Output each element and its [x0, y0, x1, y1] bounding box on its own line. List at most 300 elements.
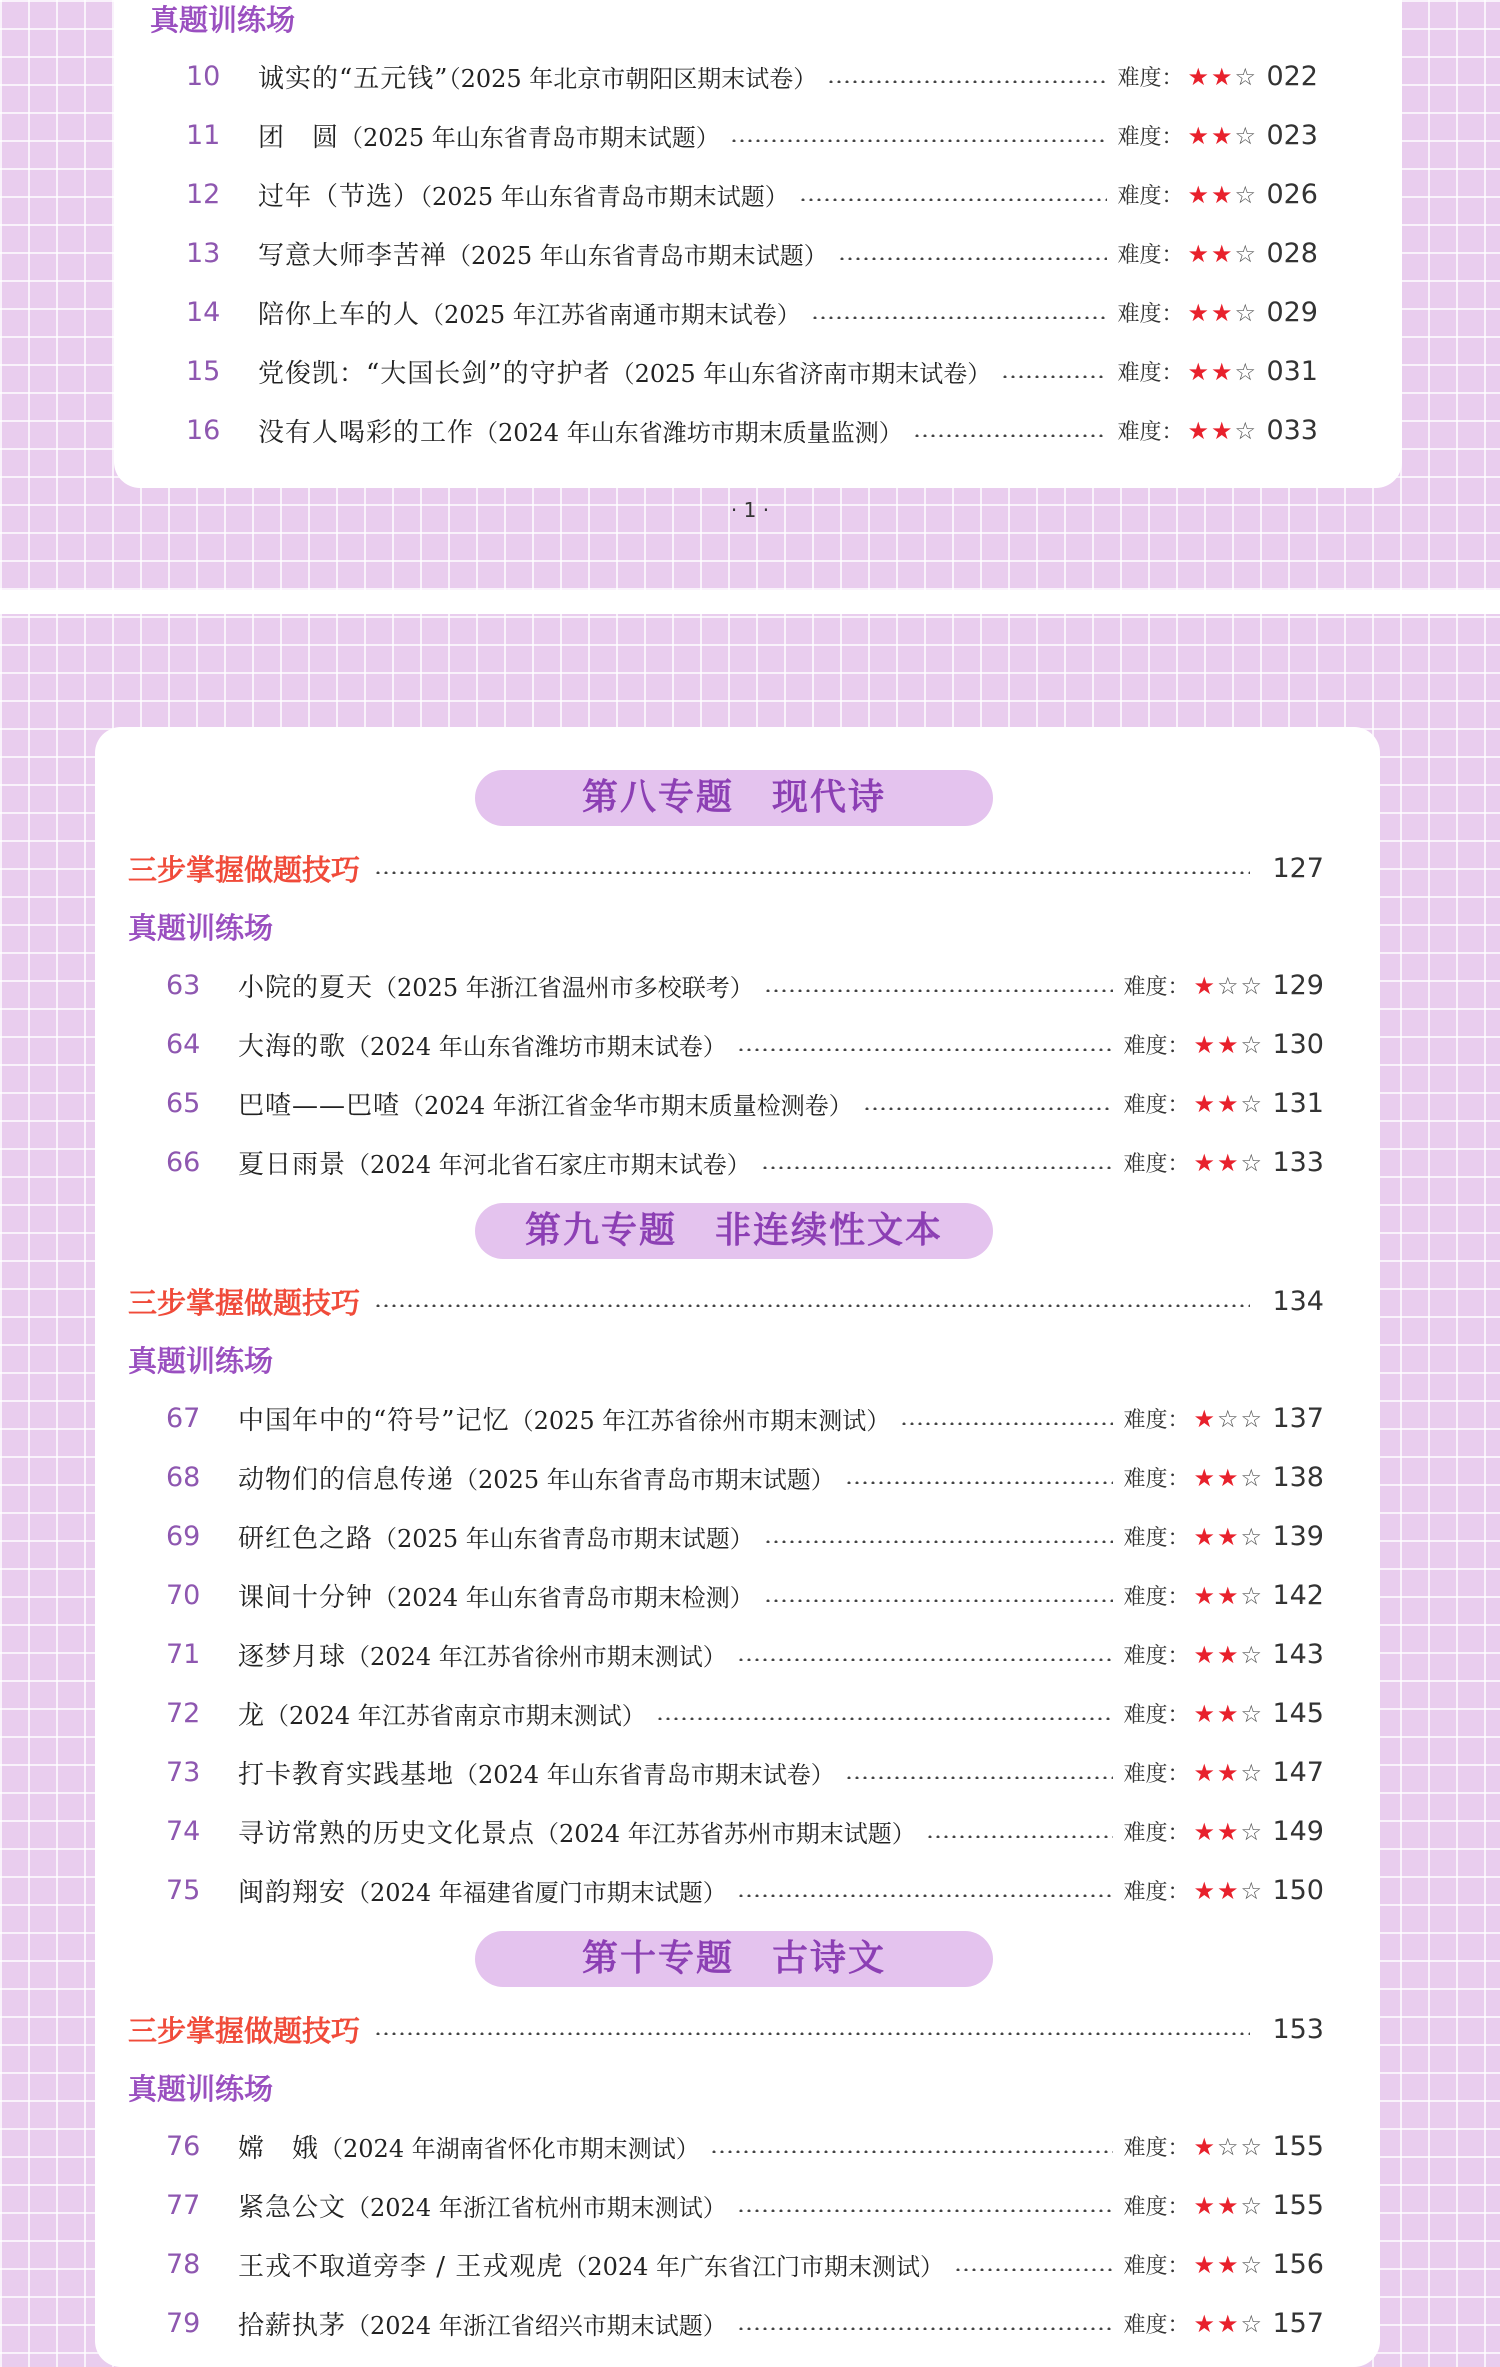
star-empty-icon: ☆: [1240, 1876, 1264, 1905]
entry-number: 77: [166, 2190, 201, 2221]
entry-number: 69: [166, 1521, 201, 1552]
star-empty-icon: ☆: [1240, 971, 1264, 1000]
entry-number: 63: [166, 970, 201, 1001]
entry-number: 65: [166, 1088, 201, 1119]
difficulty-label: 难度：: [1123, 1821, 1190, 1846]
difficulty-label: 难度：: [1123, 1467, 1190, 1492]
toc-entry[interactable]: [166, 1566, 1324, 1625]
dot-leader: [764, 989, 1114, 992]
difficulty-stars: [1193, 1700, 1264, 1728]
entry-title-text: 党俊凯：“大国长剑”的守护者: [258, 359, 611, 389]
entry-title: [238, 2246, 944, 2283]
star-filled-icon: ★: [1210, 239, 1235, 268]
technique-heading-9[interactable]: [128, 1276, 1324, 1326]
difficulty-label: 难度：: [1123, 1152, 1190, 1177]
technique-page: 153: [1272, 2013, 1324, 2045]
entry-page: 129: [1272, 970, 1324, 1001]
entry-title: [258, 58, 817, 95]
entry-number: 73: [166, 1757, 201, 1788]
difficulty-stars: [1187, 299, 1258, 327]
entry-source: （2024 年河北省石家庄市期末试卷）: [346, 1151, 751, 1179]
dot-leader: [656, 1717, 1114, 1720]
star-empty-icon: ☆: [1240, 1581, 1264, 1610]
entry-number: 16: [186, 415, 221, 446]
entry-source: （2025 年山东省青岛市期末试题）: [339, 124, 720, 152]
entry-page: 026: [1266, 179, 1318, 210]
star-empty-icon: ☆: [1240, 1148, 1264, 1177]
star-filled-icon: ★: [1210, 357, 1235, 386]
dot-leader: [374, 1304, 1250, 1307]
difficulty-stars: [1193, 1031, 1264, 1059]
dot-leader: [827, 80, 1107, 83]
toc-entry[interactable]: [166, 2176, 1324, 2235]
entry-source: （2025 年山东省济南市期末试卷）: [610, 360, 992, 388]
star-filled-icon: ★: [1193, 1758, 1217, 1787]
entry-title-text: 写意大师李苦禅: [258, 241, 448, 271]
entry-source: （2024 年山东省青岛市期末检测）: [373, 1584, 754, 1612]
entry-title: [238, 1459, 835, 1496]
entry-page: 033: [1266, 415, 1318, 446]
toc-entry[interactable]: [166, 1389, 1324, 1448]
star-empty-icon: ☆: [1240, 1522, 1264, 1551]
entry-page: 131: [1272, 1088, 1324, 1119]
page-number: · 1 ·: [730, 498, 770, 522]
star-empty-icon: ☆: [1216, 1404, 1241, 1433]
difficulty-label: 难度：: [1117, 125, 1184, 150]
star-filled-icon: ★: [1193, 1463, 1217, 1492]
dot-leader: [799, 198, 1108, 201]
entry-page: 145: [1272, 1698, 1324, 1729]
difficulty-stars: [1193, 1818, 1264, 1846]
star-filled-icon: ★: [1187, 416, 1211, 445]
dot-leader: [764, 1540, 1114, 1543]
entry-number: 14: [186, 297, 221, 328]
star-filled-icon: ★: [1187, 180, 1211, 209]
difficulty-label: 难度：: [1123, 1408, 1190, 1433]
dot-leader: [845, 1776, 1114, 1779]
star-filled-icon: ★: [1193, 2132, 1217, 2161]
difficulty-label: 难度：: [1117, 420, 1184, 445]
star-empty-icon: ☆: [1234, 121, 1258, 150]
entry-title: [238, 2187, 727, 2224]
entry-title-text: 龙: [238, 1701, 266, 1731]
entry-title-text: 诚实的“五元钱”: [258, 64, 449, 94]
star-filled-icon: ★: [1193, 1404, 1217, 1433]
difficulty-label: 难度：: [1117, 361, 1184, 386]
dot-leader: [730, 139, 1108, 142]
entry-title: [238, 1636, 727, 1673]
entry-page: 155: [1272, 2190, 1324, 2221]
dot-leader: [838, 257, 1108, 260]
difficulty-stars: [1193, 2251, 1264, 2279]
difficulty-stars: [1193, 1464, 1264, 1492]
difficulty-label: 难度：: [1123, 1093, 1190, 1118]
star-filled-icon: ★: [1216, 1640, 1241, 1669]
star-empty-icon: ☆: [1240, 1817, 1264, 1846]
difficulty-label: 难度：: [1123, 1526, 1190, 1551]
entry-title-text: 巴喳——巴喳: [238, 1091, 401, 1121]
entry-source: （2024 年湖南省怀化市期末测试）: [319, 2135, 700, 2163]
difficulty-label: 难度：: [1123, 2254, 1190, 2279]
entry-source: （2025 年江苏省南通市期末试卷）: [420, 301, 801, 329]
entry-page: 022: [1266, 61, 1318, 92]
difficulty-stars: [1193, 1149, 1264, 1177]
entry-title-text: 嫦 娥: [238, 2134, 320, 2164]
entry-title-text: 小院的夏天: [238, 973, 374, 1003]
difficulty-stars: [1187, 358, 1258, 386]
entry-title-text: 拾薪执茅: [238, 2311, 347, 2341]
entry-source: （2025 年山东省青岛市期末试题）: [373, 1525, 754, 1553]
entry-title: [238, 2128, 700, 2165]
star-empty-icon: ☆: [1240, 2191, 1264, 2220]
star-filled-icon: ★: [1193, 1699, 1217, 1728]
entry-source: （2025 年江苏省徐州市期末测试）: [509, 1407, 891, 1435]
dot-leader: [710, 2150, 1114, 2153]
star-empty-icon: ☆: [1240, 2132, 1264, 2161]
toc-entry[interactable]: [186, 165, 1318, 224]
entry-number: 15: [186, 356, 221, 387]
star-empty-icon: ☆: [1216, 2132, 1241, 2161]
difficulty-label: 难度：: [1117, 184, 1184, 209]
star-filled-icon: ★: [1187, 239, 1211, 268]
entry-title-text: 没有人喝彩的工作: [258, 418, 475, 448]
star-filled-icon: ★: [1216, 1817, 1241, 1846]
toc-entry[interactable]: [186, 401, 1318, 460]
star-empty-icon: ☆: [1216, 971, 1241, 1000]
star-empty-icon: ☆: [1240, 1463, 1264, 1492]
star-filled-icon: ★: [1193, 1089, 1217, 1118]
entry-title-text: 动物们的信息传递: [238, 1465, 455, 1495]
entry-source: （2025 年山东省青岛市期末试题）: [447, 242, 828, 270]
dot-leader: [1001, 375, 1107, 378]
star-filled-icon: ★: [1193, 2250, 1217, 2279]
difficulty-stars: [1193, 1641, 1264, 1669]
entry-number: 71: [166, 1639, 201, 1670]
star-filled-icon: ★: [1216, 1148, 1241, 1177]
entry-page: 130: [1272, 1029, 1324, 1060]
star-filled-icon: ★: [1216, 1581, 1241, 1610]
difficulty-stars: [1187, 240, 1258, 268]
star-filled-icon: ★: [1193, 2191, 1217, 2220]
difficulty-label: 难度：: [1123, 2313, 1190, 2338]
entry-page: 147: [1272, 1757, 1324, 1788]
entry-number: 68: [166, 1462, 201, 1493]
star-filled-icon: ★: [1193, 2309, 1217, 2338]
section-banner-9: 第九专题 非连续性文本: [475, 1203, 993, 1259]
entry-source: （2024 年山东省潍坊市期末试卷）: [346, 1033, 727, 1061]
difficulty-label: 难度：: [1117, 243, 1184, 268]
difficulty-label: 难度：: [1123, 975, 1190, 1000]
entry-title: [238, 1026, 727, 1063]
entry-title: [238, 2305, 727, 2342]
entry-title-text: 中国年中的“符号”记忆: [238, 1406, 510, 1436]
toc-entry[interactable]: [166, 1015, 1324, 1074]
entry-source: （2025 年山东省青岛市期末试题）: [454, 1466, 835, 1494]
dot-leader: [811, 316, 1108, 319]
technique-page: 127: [1272, 852, 1324, 884]
star-empty-icon: ☆: [1234, 357, 1258, 386]
star-filled-icon: ★: [1187, 62, 1211, 91]
difficulty-label: 难度：: [1117, 66, 1184, 91]
dot-leader: [737, 1894, 1114, 1897]
entry-title: [238, 1400, 890, 1437]
difficulty-stars: [1193, 2192, 1264, 2220]
entry-title: [238, 1695, 646, 1732]
entry-source: （2025 年浙江省温州市多校联考）: [373, 974, 754, 1002]
star-empty-icon: ☆: [1240, 1640, 1264, 1669]
toc-entry[interactable]: [166, 2294, 1324, 2353]
star-filled-icon: ★: [1193, 1876, 1217, 1905]
entry-source: （2024 年江苏省苏州市期末试题）: [535, 1820, 916, 1848]
entry-number: 74: [166, 1816, 201, 1847]
star-empty-icon: ☆: [1240, 2309, 1264, 2338]
difficulty-label: 难度：: [1123, 1703, 1190, 1728]
star-filled-icon: ★: [1216, 2309, 1241, 2338]
star-filled-icon: ★: [1216, 1030, 1241, 1059]
entry-number: 75: [166, 1875, 201, 1906]
entry-number: 67: [166, 1403, 201, 1434]
star-empty-icon: ☆: [1240, 1089, 1264, 1118]
entry-source: （2024 年福建省厦门市期末试题）: [346, 1879, 727, 1907]
toc-entry[interactable]: [186, 47, 1318, 106]
entry-page: 139: [1272, 1521, 1324, 1552]
entry-number: 13: [186, 238, 221, 269]
difficulty-label: 难度：: [1123, 1880, 1190, 1905]
entry-source: （2024 年山东省潍坊市期末质量监测）: [474, 419, 903, 447]
entry-title-text: 闽韵翔安: [238, 1878, 347, 1908]
entry-source: （2025 年北京市朝阳区期末试卷）: [448, 65, 818, 93]
entry-number: 10: [186, 61, 221, 92]
toc-entry[interactable]: [166, 956, 1324, 1015]
toc-entry[interactable]: [166, 1133, 1324, 1192]
difficulty-label: 难度：: [1123, 1034, 1190, 1059]
star-filled-icon: ★: [1216, 1758, 1241, 1787]
star-filled-icon: ★: [1187, 298, 1211, 327]
star-empty-icon: ☆: [1240, 1758, 1264, 1787]
dot-leader: [913, 434, 1108, 437]
entry-source: （2024 年广东省江门市期末测试）: [563, 2253, 945, 2281]
star-filled-icon: ★: [1216, 2250, 1241, 2279]
entry-title: [238, 1577, 754, 1614]
star-filled-icon: ★: [1216, 1876, 1241, 1905]
entry-source: （2024 年浙江省杭州市期末测试）: [346, 2194, 727, 2222]
star-filled-icon: ★: [1216, 1463, 1241, 1492]
star-filled-icon: ★: [1193, 1817, 1217, 1846]
difficulty-stars: [1193, 1090, 1264, 1118]
star-empty-icon: ☆: [1234, 298, 1258, 327]
toc-entry[interactable]: [166, 1684, 1324, 1743]
dot-leader: [374, 2032, 1250, 2035]
technique-heading-10[interactable]: [128, 2004, 1324, 2054]
entry-number: 12: [186, 179, 221, 210]
dot-leader: [737, 1048, 1114, 1051]
entry-number: 66: [166, 1147, 201, 1178]
entry-title: [258, 294, 801, 331]
entry-title: [258, 176, 789, 213]
star-filled-icon: ★: [1210, 121, 1235, 150]
entry-page: 029: [1266, 297, 1318, 328]
entry-title-text: 打卡教育实践基地: [238, 1760, 455, 1790]
page-gap: [0, 590, 1500, 614]
star-filled-icon: ★: [1210, 180, 1235, 209]
toc-entry[interactable]: [166, 1625, 1324, 1684]
toc-entry[interactable]: [186, 106, 1318, 165]
star-filled-icon: ★: [1193, 971, 1217, 1000]
entry-title-text: 紧急公文: [238, 2193, 347, 2223]
entry-source: （2024 年山东省青岛市期末试卷）: [454, 1761, 835, 1789]
star-filled-icon: ★: [1193, 1030, 1217, 1059]
difficulty-stars: [1187, 181, 1258, 209]
entry-page: 028: [1266, 238, 1318, 269]
entry-number: 70: [166, 1580, 201, 1611]
star-filled-icon: ★: [1216, 1089, 1241, 1118]
entry-title: [258, 412, 903, 449]
entry-page: 157: [1272, 2308, 1324, 2339]
entry-title-text: 逐梦月球: [238, 1642, 347, 1672]
entry-page: 155: [1272, 2131, 1324, 2162]
entry-title: [238, 1518, 754, 1555]
entry-page: 143: [1272, 1639, 1324, 1670]
star-filled-icon: ★: [1216, 1522, 1241, 1551]
entry-source: （2025 年山东省青岛市期末试题）: [420, 183, 789, 211]
star-empty-icon: ☆: [1240, 1030, 1264, 1059]
entry-title-text: 大海的歌: [238, 1032, 347, 1062]
training-label-8: 真题训练场: [128, 911, 274, 945]
star-filled-icon: ★: [1187, 121, 1211, 150]
difficulty-label: 难度：: [1117, 302, 1184, 327]
entry-title-text: 夏日雨景: [238, 1150, 347, 1180]
star-empty-icon: ☆: [1234, 180, 1258, 209]
star-empty-icon: ☆: [1240, 1404, 1264, 1433]
star-filled-icon: ★: [1193, 1148, 1217, 1177]
star-filled-icon: ★: [1193, 1581, 1217, 1610]
toc-entry[interactable]: [166, 1507, 1324, 1566]
technique-label: 三步掌握做题技巧: [128, 2013, 361, 2048]
entry-title-text: 陪你上车的人: [258, 300, 421, 330]
toc-entry[interactable]: [166, 1802, 1324, 1861]
section-banner-10: 第十专题 古诗文: [475, 1931, 993, 1987]
entry-source: （2024 年浙江省绍兴市期末试题）: [346, 2312, 727, 2340]
dot-leader: [737, 2209, 1114, 2212]
entry-page: 137: [1272, 1403, 1324, 1434]
star-filled-icon: ★: [1210, 416, 1235, 445]
star-filled-icon: ★: [1216, 1699, 1241, 1728]
difficulty-stars: [1193, 2310, 1264, 2338]
toc-entry[interactable]: [186, 283, 1318, 342]
entry-number: 72: [166, 1698, 201, 1729]
dot-leader: [374, 871, 1250, 874]
technique-heading-8[interactable]: [128, 843, 1324, 893]
star-empty-icon: ☆: [1240, 2250, 1264, 2279]
entry-title: [238, 1085, 853, 1122]
entry-number: 79: [166, 2308, 201, 2339]
toc-entry[interactable]: [186, 224, 1318, 283]
entry-source: （2024 年江苏省徐州市期末测试）: [346, 1643, 727, 1671]
dot-leader: [764, 1599, 1114, 1602]
toc-entry[interactable]: [166, 2235, 1324, 2294]
difficulty-stars: [1193, 1877, 1264, 1905]
star-filled-icon: ★: [1193, 1640, 1217, 1669]
entry-page: 142: [1272, 1580, 1324, 1611]
entry-title: [238, 1813, 916, 1850]
entry-title: [258, 235, 828, 272]
toc-entry[interactable]: [166, 1448, 1324, 1507]
training-label-page1: 真题训练场: [150, 3, 296, 37]
technique-page: 134: [1272, 1285, 1324, 1317]
entry-title: [238, 1144, 751, 1181]
star-empty-icon: ☆: [1240, 1699, 1264, 1728]
dot-leader: [737, 2327, 1114, 2330]
difficulty-stars: [1193, 2133, 1264, 2161]
section-banner-8: 第八专题 现代诗: [475, 770, 993, 826]
entry-number: 76: [166, 2131, 201, 2162]
entry-title-text: 过年（节选）: [258, 182, 421, 212]
difficulty-label: 难度：: [1123, 2195, 1190, 2220]
training-label-10: 真题训练场: [128, 2072, 274, 2106]
difficulty-stars: [1193, 1523, 1264, 1551]
entry-page: 156: [1272, 2249, 1324, 2280]
entry-source: （2024 年江苏省南京市期末测试）: [265, 1702, 646, 1730]
entry-title: [238, 967, 754, 1004]
entry-title-text: 团 圆: [258, 123, 340, 153]
entry-page: 031: [1266, 356, 1318, 387]
entry-source: （2024 年浙江省金华市期末质量检测卷）: [400, 1092, 853, 1120]
star-filled-icon: ★: [1210, 62, 1235, 91]
star-filled-icon: ★: [1187, 357, 1211, 386]
dot-leader: [863, 1107, 1114, 1110]
toc-entry[interactable]: [166, 1743, 1324, 1802]
star-empty-icon: ☆: [1234, 239, 1258, 268]
entry-title: [238, 1872, 727, 1909]
entry-page: 138: [1272, 1462, 1324, 1493]
toc-entry[interactable]: [166, 1861, 1324, 1920]
entry-number: 64: [166, 1029, 201, 1060]
entry-number: 11: [186, 120, 221, 151]
entry-title-text: 王戎不取道旁李 / 王戎观虎: [238, 2252, 564, 2282]
technique-label: 三步掌握做题技巧: [128, 852, 361, 887]
entry-title-text: 研红色之路: [238, 1524, 374, 1554]
technique-label: 三步掌握做题技巧: [128, 1285, 361, 1320]
entry-page: 149: [1272, 1816, 1324, 1847]
entry-title-text: 课间十分钟: [238, 1583, 374, 1613]
difficulty-stars: [1193, 1405, 1264, 1433]
dot-leader: [926, 1835, 1114, 1838]
dot-leader: [954, 2268, 1113, 2271]
entry-page: 023: [1266, 120, 1318, 151]
difficulty-stars: [1193, 1759, 1264, 1787]
difficulty-stars: [1193, 1582, 1264, 1610]
difficulty-stars: [1193, 972, 1264, 1000]
entry-title: [258, 117, 720, 154]
difficulty-label: 难度：: [1123, 2136, 1190, 2161]
training-label-9: 真题训练场: [128, 1344, 274, 1378]
toc-entry[interactable]: [166, 1074, 1324, 1133]
entry-title: [238, 1754, 835, 1791]
star-filled-icon: ★: [1210, 298, 1235, 327]
dot-leader: [737, 1658, 1114, 1661]
star-empty-icon: ☆: [1234, 62, 1258, 91]
toc-entry[interactable]: [186, 342, 1318, 401]
difficulty-label: 难度：: [1123, 1585, 1190, 1610]
star-filled-icon: ★: [1216, 2191, 1241, 2220]
toc-entry[interactable]: [166, 2117, 1324, 2176]
entry-title: [258, 353, 991, 390]
difficulty-stars: [1187, 63, 1258, 91]
difficulty-label: 难度：: [1123, 1762, 1190, 1787]
entry-title-text: 寻访常熟的历史文化景点: [238, 1819, 536, 1849]
dot-leader: [900, 1422, 1113, 1425]
difficulty-stars: [1187, 417, 1258, 445]
